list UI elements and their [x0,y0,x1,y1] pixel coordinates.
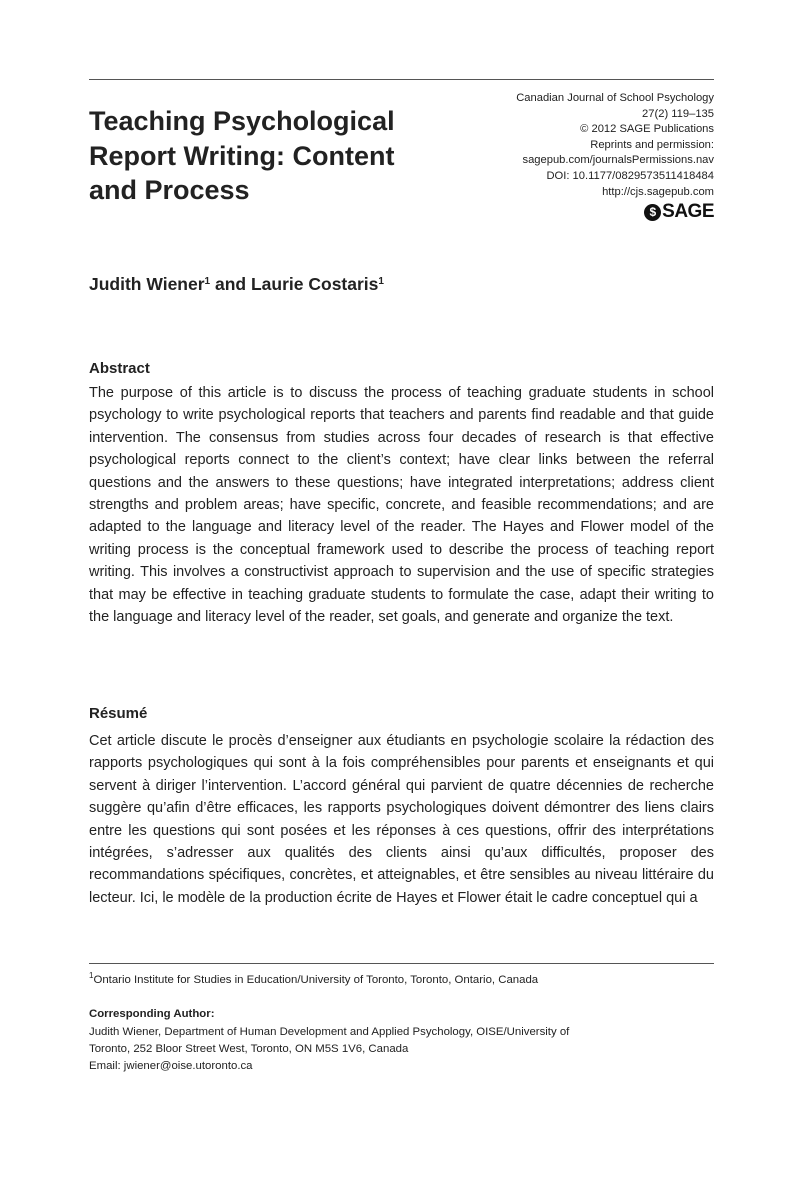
footnote-rule [89,963,714,964]
author-line [89,274,384,295]
corresponding-line-1: Judith Wiener, Department of Human Development and Applied Psychology, OISE/University of [89,1026,570,1038]
doi-link[interactable]: DOI: 10.1177/0829573511418484 [546,169,714,182]
corresponding-author-details [89,1024,729,1075]
author-joiner: and [214,274,247,294]
journal-volume: 27(2) 119–135 [642,107,714,120]
abstract-heading: Abstract [89,360,150,377]
author-name: Judith Wiener [89,274,205,294]
footnote-marker: 1 [89,971,94,980]
resume-text: Cet article discute le procès d’enseigner aux étudiants en psychologie scolaire la rédaction des rapports psychologiques qui sont à la fois compréhensibles pour parents et enseignants et qui servent à diriger l’intervention. L’accord général qui parvient de quatre décennies de recherche suggère qu’afin d’être efficaces, les rapports psychologiques doivent démontrer des liens clairs entre les questions qui sont posées et les réponses à ces questions, offrir des interprétations intégrées, s’adresser aux qualités des clients ainsi qu’aux difficultés, proposer des recommandations spécifiques, concrètes, et atteignables, et être sensibles au niveau littéraire du lecteur. Ici, le modèle de la production écrite de Hayes et Flower était le cadre conceptuel qui a [89,733,714,906]
affiliation-marker: 1 [378,276,384,287]
corresponding-author-label: Corresponding Author: [89,1008,215,1020]
permissions-link[interactable]: sagepub.com/journalsPermissions.nav [522,154,714,167]
sage-logo-text: SAGE [662,201,714,222]
affiliation-marker: 1 [204,276,211,287]
corresponding-line-2: Toronto, 252 Bloor Street West, Toronto, ON M5S 1V6, Canada [89,1043,409,1055]
journal-copyright: © 2012 SAGE Publications [580,123,714,136]
corresponding-email[interactable]: Email: jwiener@oise.utoronto.ca [89,1060,253,1072]
header-rule [89,79,714,80]
footnote-text: Ontario Institute for Studies in Education/University of Toronto, Toronto, Ontario, Canada [93,974,539,986]
article-title: Teaching Psychological Report Writing: Content and Process [89,106,395,205]
journal-name: Canadian Journal of School Psychology [516,92,714,104]
author-name: Laurie Costaris [250,274,379,294]
journal-site-link[interactable]: http://cjs.sagepub.com [602,185,714,198]
journal-reprints: Reprints and permission: [590,138,714,151]
journal-info [414,91,714,200]
sage-logo [644,201,714,223]
abstract-text: The purpose of this article is to discuss the process of teaching graduate students in school psychology to write psychological reports that teachers and parents find readable and that guide intervention. The consensus from studies across four decades of research is that effective psychological reports connect to the client’s context; have clear links between the referral questions and the answers to these questions; have integrated interpretations; address client strengths and problem areas; have specific, concrete, and feasible recommendations; and are adapted to the language and literacy level of the reader. The Hayes and Flower model of the writing process is the conceptual framework used to describe the process of teaching report writing. This involves a constructivist approach to supervision and the use of specific strategies that may be effective in teaching graduate students to formulate the case, adapt their writing to the language and literacy level of the reader, set goals, and generate and organize the text. [89,385,714,626]
resume-heading: Résumé [89,705,148,722]
sage-logo-icon: $ [644,204,661,221]
affiliation-footnote [89,971,538,986]
